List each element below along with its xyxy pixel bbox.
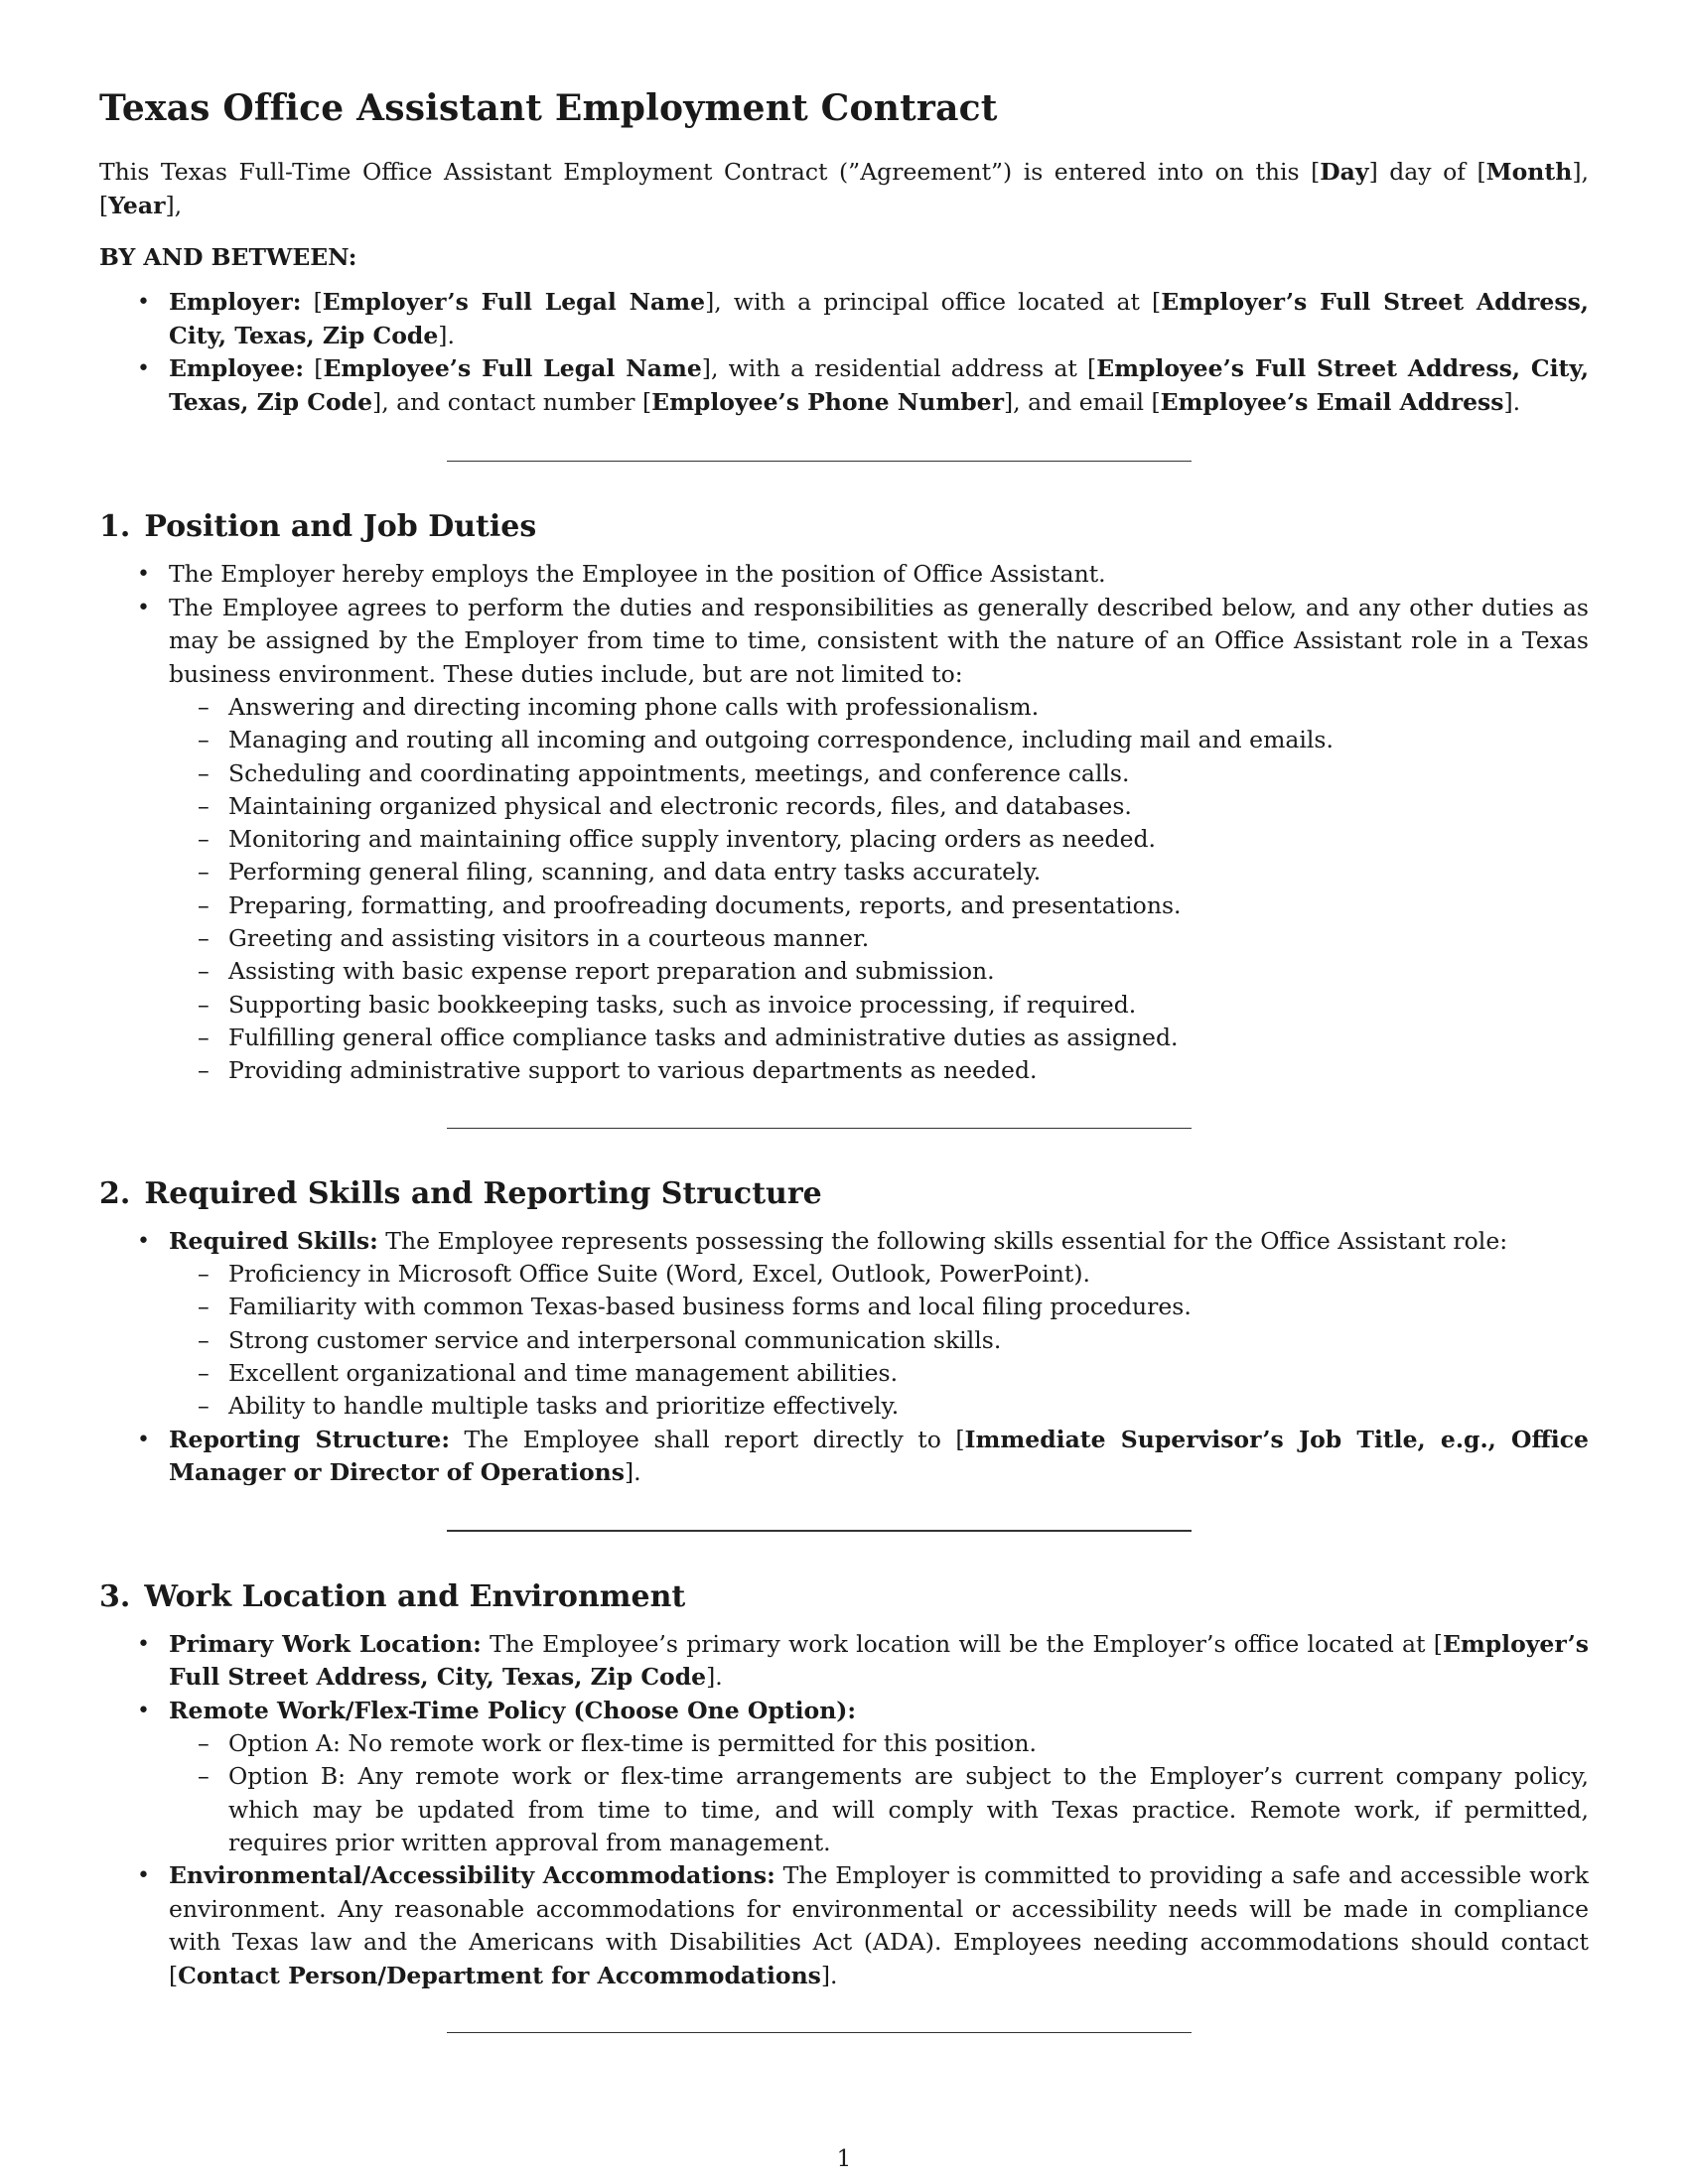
list-item [99, 1424, 1589, 1490]
party-text: ], and contact number [ [372, 387, 652, 416]
document-title: Texas Office Assistant Employment Contract [99, 87, 998, 129]
party-text: ], and email [ [1003, 387, 1161, 416]
intro-text: ] day of [ [1368, 158, 1486, 186]
employee-party [99, 352, 1589, 419]
skill-item: – Strong customer service and interpersonal communication skills. [169, 1324, 1589, 1357]
location-text: The Employee’s primary work location will be the Employer’s office located at [ [481, 1629, 1443, 1658]
parties-list [99, 286, 1589, 419]
reporting-label: Reporting Structure: [169, 1425, 451, 1453]
employer-label: Employer: [169, 288, 302, 316]
list-item [99, 1859, 1589, 1992]
intro-paragraph [99, 155, 1589, 222]
skill-item: – Familiarity with common Texas-based business forms and local filing procedures. [169, 1291, 1589, 1323]
list-item [99, 1628, 1589, 1695]
section-number: 1. [99, 509, 131, 544]
section-3-list [99, 1628, 1589, 1993]
section-title: Required Skills and Reporting Structure [144, 1175, 822, 1211]
office-address-placeholder: Employer’s Full Street Address, City, Texas, Zip Code [169, 1629, 1590, 1692]
duty-item: – Supporting basic bookkeeping tasks, such as invoice processing, if required. [169, 989, 1589, 1022]
section-title: Work Location and Environment [144, 1578, 686, 1614]
employee-phone-placeholder: Employee’s Phone Number [651, 387, 1004, 416]
list-item: • The Employer hereby employs the Employee in the position of Office Assistant. [99, 558, 1589, 592]
section-divider [447, 1128, 1192, 1129]
party-text: ]. [1503, 387, 1521, 416]
intro-text: ], [165, 192, 183, 219]
party-text: [ [304, 354, 324, 382]
duty-item: – Greeting and assisting visitors in a courteous manner. [169, 922, 1589, 955]
skills-label: Required Skills: [169, 1226, 378, 1255]
skill-item: – Proficiency in Microsoft Office Suite (Word, Excel, Outlook, PowerPoint). [169, 1258, 1589, 1291]
day-placeholder: Day [1320, 158, 1369, 186]
employee-name-placeholder: Employee’s Full Legal Name [323, 354, 702, 382]
location-label: Primary Work Location: [169, 1629, 482, 1658]
party-text: ]. [438, 321, 455, 349]
employee-label: Employee: [169, 354, 305, 382]
reporting-text: ]. [624, 1458, 641, 1487]
section-1-list [99, 558, 1589, 1088]
section-3-heading [99, 1579, 1589, 1614]
duty-item: – Performing general filing, scanning, and data entry tasks accurately. [169, 856, 1589, 888]
duty-item: – Scheduling and coordinating appointments, meetings, and conference calls. [169, 757, 1589, 790]
duty-item: – Monitoring and maintaining office supply inventory, placing orders as needed. [169, 823, 1589, 856]
section-divider [447, 1530, 1192, 1532]
section-title: Position and Job Duties [144, 509, 537, 544]
section-divider [447, 461, 1192, 462]
duty-item: – Fulfilling general office compliance tasks and administrative duties as assigned. [169, 1022, 1589, 1054]
reporting-text: The Employee shall report directly to [ [450, 1425, 965, 1453]
option-item: – Option B: Any remote work or flex-time arrangements are subject to the Employer’s current company policy, which may be updated from time to time, and will comply with Texas practice. Remote work, if permitted, requires prior written approval from management. [169, 1760, 1589, 1859]
supervisor-placeholder: Immediate Supervisor’s Job Title, e.g., Office Manager or Director of Operations [169, 1425, 1589, 1487]
skills-intro: The Employee represents possessing the following skills essential for the Office Assistant role: [377, 1226, 1508, 1255]
month-placeholder: Month [1485, 158, 1573, 186]
intro-text: This Texas Full-Time Office Assistant Employment Contract (”Agreement”) is entered into on this [ [99, 158, 1321, 186]
employee-email-placeholder: Employee’s Email Address [1160, 387, 1504, 416]
accommodation-text: The Employer is committed to providing a safe and accessible work environment. Any reasonable accommodations for environmental or accessibility needs will be made in compliance with Texas law and the Americans with Disabilities Act (ADA). Employees needing accommodations should contact [ [169, 1861, 1589, 1989]
section-number: 2. [99, 1175, 131, 1211]
contact-placeholder: Contact Person/Department for Accommodations [178, 1961, 821, 1989]
employee-address-placeholder: Employee’s Full Street Address, City, Texas, Zip Code [169, 354, 1590, 416]
duties-list [169, 691, 1589, 1088]
employer-party [99, 286, 1589, 352]
duty-item: – Assisting with basic expense report preparation and submission. [169, 955, 1589, 988]
skills-list [169, 1258, 1589, 1423]
party-text: ], with a principal office located at [ [705, 288, 1162, 316]
duty-item: – Maintaining organized physical and electronic records, files, and databases. [169, 790, 1589, 823]
parties-heading: BY AND BETWEEN: [99, 243, 357, 271]
section-2-list [99, 1225, 1589, 1490]
accommodation-label: Environmental/Accessibility Accommodations: [169, 1861, 775, 1890]
section-number: 3. [99, 1578, 131, 1614]
section-divider [447, 2032, 1192, 2033]
duty-item: – Answering and directing incoming phone calls with professionalism. [169, 691, 1589, 724]
section-2-heading [99, 1176, 1589, 1211]
duties-intro: The Employee agrees to perform the duties and responsibilities as generally described below, and any other duties as may be assigned by the Employer from time to time, consistent with the nature of an Office Assistant role in a Texas business environment. These duties include, but are not limited to: [169, 593, 1589, 688]
document-page [99, 87, 1589, 2033]
remote-policy-label: Remote Work/Flex-Time Policy (Choose One Option): [169, 1696, 857, 1724]
party-text: ], with a residential address at [ [701, 354, 1097, 382]
option-item: – Option A: No remote work or flex-time is permitted for this position. [169, 1727, 1589, 1760]
page-number: 1 [836, 2146, 852, 2172]
year-placeholder: Year [108, 192, 166, 219]
location-text: ]. [706, 1663, 723, 1692]
duty-item: – Managing and routing all incoming and outgoing correspondence, including mail and emails. [169, 724, 1589, 756]
list-item [99, 1695, 1589, 1860]
employer-name-placeholder: Employer’s Full Legal Name [322, 288, 706, 316]
section-1-heading [99, 509, 1589, 544]
list-item [99, 592, 1589, 1088]
duty-item: – Preparing, formatting, and proofreading documents, reports, and presentations. [169, 889, 1589, 922]
employer-address-placeholder: Employer’s Full Street Address, City, Texas, Zip Code [169, 288, 1589, 349]
remote-options-list [169, 1727, 1589, 1859]
skill-item: – Ability to handle multiple tasks and prioritize effectively. [169, 1390, 1589, 1423]
intro-text: ], [ [99, 158, 1589, 219]
skill-item: – Excellent organizational and time management abilities. [169, 1357, 1589, 1390]
party-text: [ [301, 288, 323, 316]
accommodation-text: ]. [820, 1961, 838, 1989]
list-item [99, 1225, 1589, 1424]
duty-item: – Providing administrative support to various departments as needed. [169, 1054, 1589, 1087]
